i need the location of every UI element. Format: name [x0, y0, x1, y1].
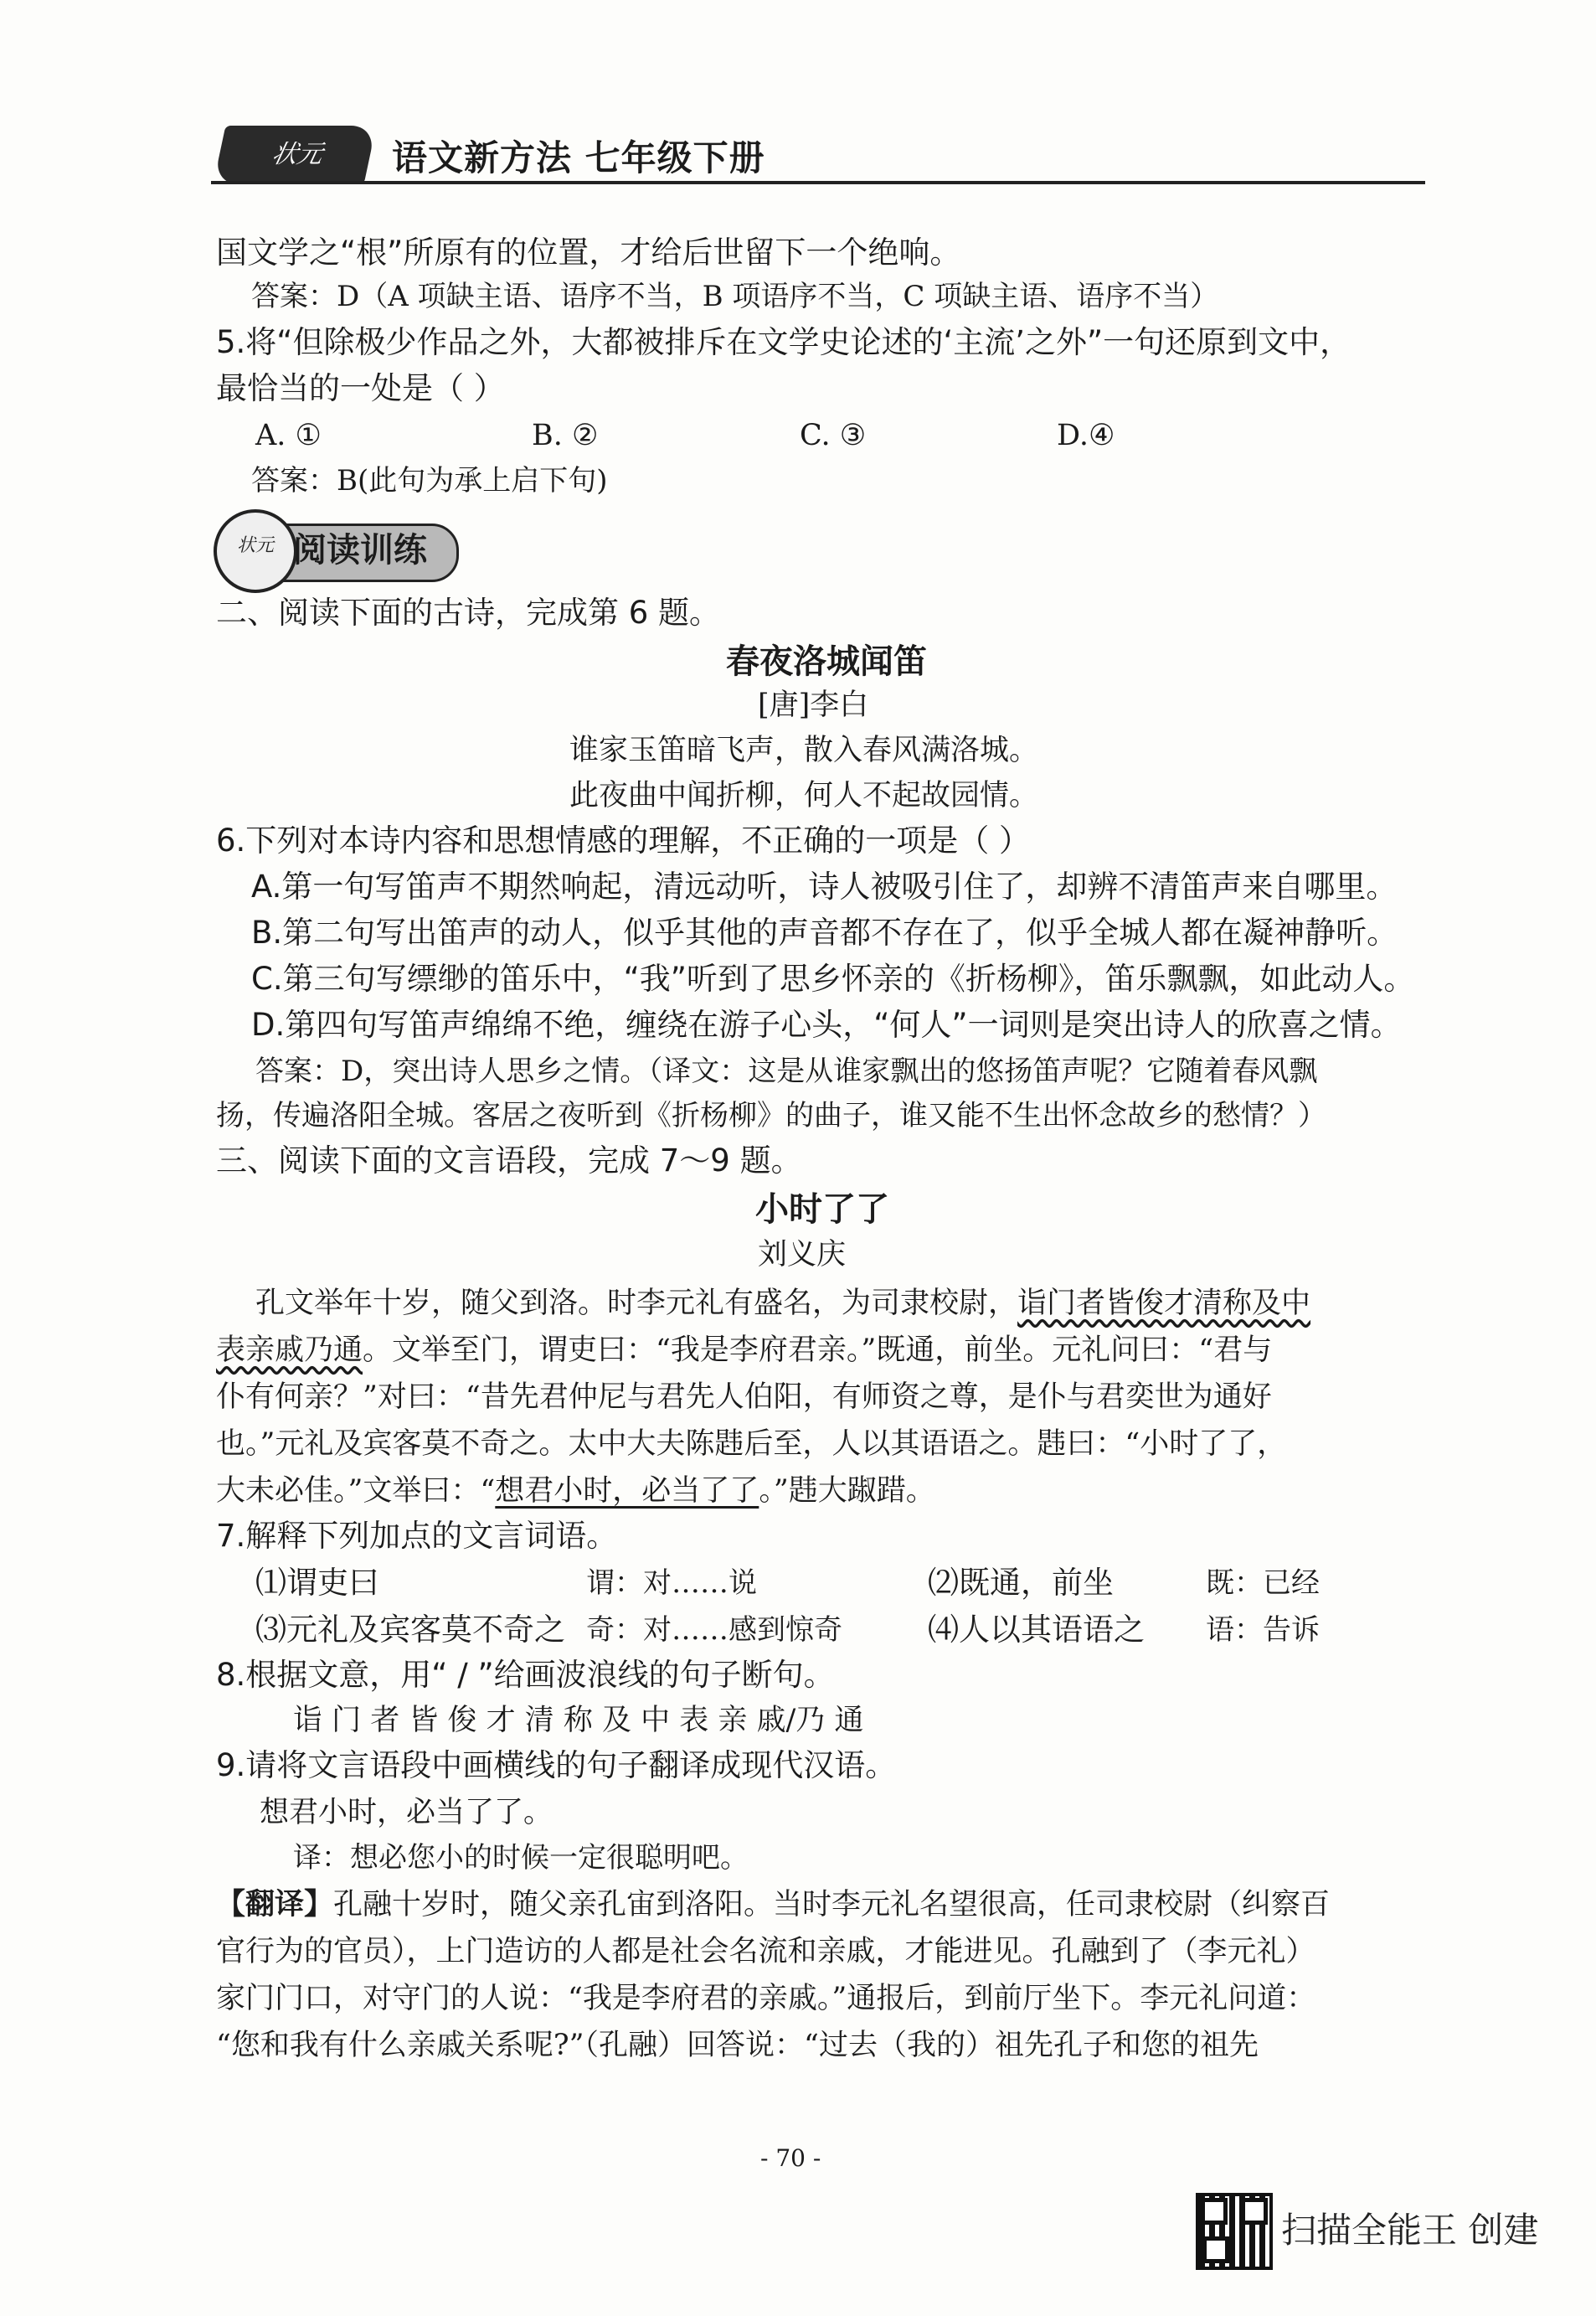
passage-line-5: [216, 1471, 935, 1511]
q6-option-c: C.第三句写缥缈的笛乐中，“我”听到了思乡怀亲的《折杨柳》，笛乐飘飘，如此动人。: [251, 961, 1415, 997]
passage-text: 孔文举年十岁，随父到洛。时李元礼有盛名，为司隶校尉，: [255, 1287, 1018, 1320]
q7-stem: 7.解释下列加点的文言词语。: [216, 1518, 618, 1554]
q9-answer: 译：想必您小的时候一定很聪明吧。: [293, 1841, 749, 1875]
translation-line-3: 家门门口，对守门的人说：“我是李府君的亲戚。”通报后，到前厅坐下。李元礼问道：: [216, 1982, 1316, 2015]
q5-stem-line1: 5.将“但除极少作品之外，大都被排斥在文学史论述的‘主流’之外”一句还原到文中，: [216, 324, 1351, 360]
q7-item-2: ⑵既通，前坐: [928, 1565, 1114, 1601]
brand-logo-text: 状元: [269, 140, 326, 169]
passage-text: 大未必佳。”文举曰：“: [216, 1474, 496, 1508]
header-divider: [211, 181, 1425, 184]
q5-stem-line2: 最恰当的一处是（ ）: [216, 370, 505, 406]
passage-line-2: [216, 1330, 1272, 1370]
underlined-sentence: 想君小时，必当了了: [495, 1474, 759, 1508]
q7-item-3: ⑶元礼及宾客莫不奇之: [255, 1612, 565, 1648]
q4-answer: 答案：D（A 项缺主语、语序不当，B 项语序不当，C 项缺主语、语序不当）: [251, 280, 1219, 313]
passage-line-4: 也。”元礼及宾客莫不奇之。太中大夫陈韪后至，人以其语语之。韪曰：“小时了了，: [216, 1427, 1287, 1461]
wavy-underlined-sentence: 诣门者皆俊才清称及中: [1017, 1287, 1311, 1320]
q5-answer: 答案：B(此句为承上启下句): [251, 464, 608, 498]
poem-line-2: 此夜曲中闻折柳，何人不起故园情。: [569, 779, 1039, 812]
poem-line-1: 谁家玉笛暗飞声，散入春风满洛城。: [569, 734, 1039, 767]
q5-option-a: A. ①: [255, 419, 322, 452]
translation-line-1: [216, 1885, 1330, 1925]
q9-sentence: 想君小时，必当了了。: [260, 1796, 553, 1829]
translation-text: 孔融十岁时，随父亲孔宙到洛阳。当时李元礼名望很高，任司隶校尉（纠察百: [333, 1888, 1331, 1921]
poem-author: [唐]李白: [758, 689, 869, 722]
part2-heading: 二、阅读下面的古诗，完成第 6 题。: [216, 595, 721, 631]
continuation-text: 国文学之“根”所原有的位置，才给后世留下一个绝响。: [216, 235, 961, 271]
passage-text: 。文举至门，谓吏曰：“我是李府君亲。”既通，前坐。元礼问曰：“君与: [363, 1333, 1273, 1367]
passage-text: 。”韪大踧踖。: [759, 1474, 935, 1508]
q5-option-b: B. ②: [532, 419, 599, 452]
q7-answer-4: 语：告诉: [1206, 1613, 1320, 1647]
section-banner-label: 阅读训练: [293, 531, 427, 570]
passage-author: 刘义庆: [758, 1238, 847, 1271]
scanner-watermark: 扫描全能王 创建: [1281, 2210, 1539, 2251]
q5-option-c: C. ③: [800, 419, 867, 452]
q7-answer-2: 既：已经: [1206, 1566, 1320, 1600]
q7-answer-1: 谓：对……说: [586, 1566, 757, 1600]
passage-title: 小时了了: [755, 1190, 889, 1229]
part3-heading: 三、阅读下面的文言语段，完成 7～9 题。: [216, 1143, 802, 1179]
q6-option-d: D.第四句写笛声绵绵不绝，缠绕在游子心头，“何人”一词则是突出诗人的欣喜之情。: [251, 1007, 1402, 1043]
poem-title: 春夜洛城闻笛: [726, 642, 927, 681]
translation-line-4: “您和我有什么亲戚关系呢?”（孔融）回答说：“过去（我的）祖先孔子和您的祖先: [216, 2029, 1259, 2062]
q8-answer: 诣 门 者 皆 俊 才 清 称 及 中 表 亲 戚/乃 通: [293, 1704, 864, 1737]
qr-code-icon: [1196, 2193, 1273, 2270]
q6-answer-line1: 答案：D，突出诗人思乡之情。（译文：这是从谁家飘出的悠扬笛声呢？它随着春风飘: [255, 1055, 1318, 1088]
q7-item-1: ⑴谓吏曰: [255, 1565, 379, 1601]
section-badge-icon: 状元: [236, 535, 274, 556]
passage-line-3: 仆有何亲？”对曰：“昔先君仲尼与君先人伯阳，有师资之尊，是仆与君奕世为通好: [216, 1380, 1272, 1414]
q9-stem: 9.请将文言语段中画横线的句子翻译成现代汉语。: [216, 1747, 897, 1783]
q6-answer-line2: 扬，传遍洛阳全城。客居之夜听到《折杨柳》的曲子，谁又能不生出怀念故乡的愁情？）: [216, 1099, 1326, 1132]
q6-option-a: A.第一句写笛声不期然响起，清远动听，诗人被吸引住了，却辨不清笛声来自哪里。: [251, 869, 1398, 905]
book-title: 语文新方法 七年级下册: [392, 137, 765, 178]
wavy-underlined-sentence-end: 表亲戚乃通: [216, 1333, 363, 1367]
q8-stem: 8.根据文意，用“ / ”给画波浪线的句子断句。: [216, 1657, 835, 1693]
page-number: - 70 -: [760, 2144, 821, 2172]
q6-stem: 6.下列对本诗内容和思想情感的理解，不正确的一项是（ ）: [216, 823, 1031, 859]
passage-line-1: [255, 1283, 1310, 1323]
q7-answer-3: 奇：对……感到惊奇: [586, 1613, 842, 1647]
translation-line-2: 官行为的官员），上门造访的人都是社会名流和亲戚，才能进见。孔融到了（李元礼）: [216, 1935, 1315, 1968]
translation-label: 【翻译】: [216, 1887, 334, 1921]
q5-option-d: D.④: [1057, 419, 1115, 452]
q6-option-b: B.第二句写出笛声的动人，似乎其他的声音都不存在了，似乎全城人都在凝神静听。: [251, 915, 1398, 951]
q7-item-4: ⑷人以其语语之: [928, 1612, 1145, 1648]
